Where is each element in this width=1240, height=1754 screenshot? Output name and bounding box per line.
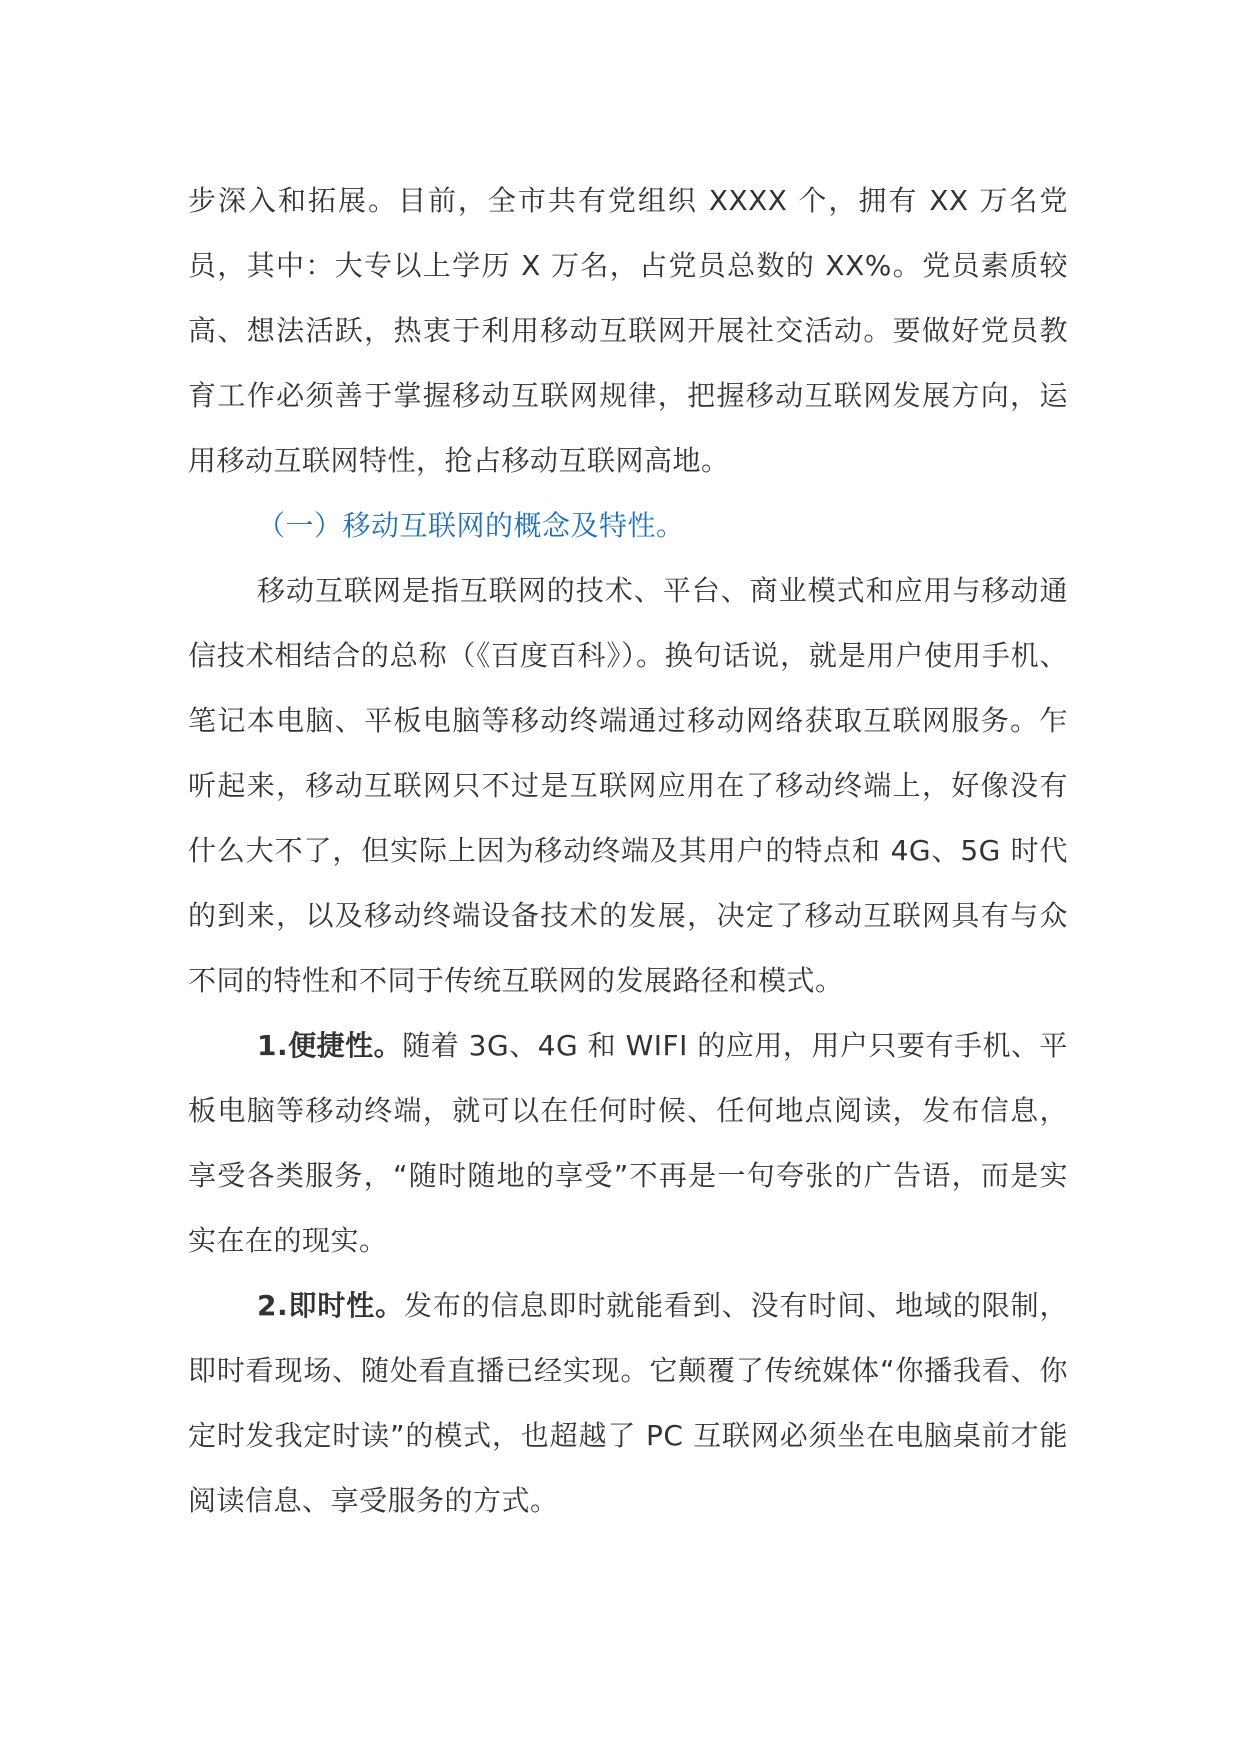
paragraph-party-members (188, 168, 1068, 493)
paragraph-lead-convenience: 1.便捷性。 (257, 1029, 403, 1062)
paragraph-text: 步深入和拓展。目前，全市共有党组织 XXXX 个，拥有 XX 万名党员，其中：大专以上学历 X 万名，占党员总数的 XX%。党员素质较高、想法活跃，热衷于利用移动互联网开展社交活动。要做好党员教育工作必须善于掌握移动互联网规律，把握移动互联网发展方向，运用移动互联网特性，抢占移动互联网高地。 (188, 184, 1068, 477)
paragraph-definition (188, 558, 1068, 1013)
section-heading-text: （一）移动互联网的概念及特性。 (257, 509, 685, 542)
paragraph-convenience (188, 1013, 1068, 1273)
paragraph-text: 随着 3G、4G 和 WIFI 的应用，用户只要有手机、平板电脑等移动终端，就可以在任何时候、任何地点阅读，发布信息，享受各类服务，“随时随地的享受”不再是一句夸张的广告语，而是实实在在的现实。 (188, 1029, 1069, 1257)
paragraph-lead-immediacy: 2.即时性。 (257, 1289, 405, 1322)
paragraph-immediacy (188, 1273, 1068, 1533)
paragraph-text: 发布的信息即时就能看到、没有时间、地域的限制，即时看现场、随处看直播已经实现。它颠覆了传统媒体“你播我看、你定时发我定时读”的模式，也超越了 PC 互联网必须坐在电脑桌前才能阅读信息、享受服务的方式。 (188, 1289, 1068, 1517)
paragraph-text: 移动互联网是指互联网的技术、平台、商业模式和应用与移动通信技术相结合的总称（《百度百科》）。换句话说，就是用户使用手机、笔记本电脑、平板电脑等移动终端通过移动网络获取互联网服务。乍听起来，移动互联网只不过是互联网应用在了移动终端上，好像没有什么大不了，但实际上因为移动终端及其用户的特点和 4G、5G 时代的到来，以及移动终端设备技术的发展，决定了移动互联网具有与众不同的特性和不同于传统互联网的发展路径和模式。 (188, 574, 1068, 997)
section-heading-mobile-internet (188, 493, 1068, 558)
document-body (188, 168, 1068, 1533)
